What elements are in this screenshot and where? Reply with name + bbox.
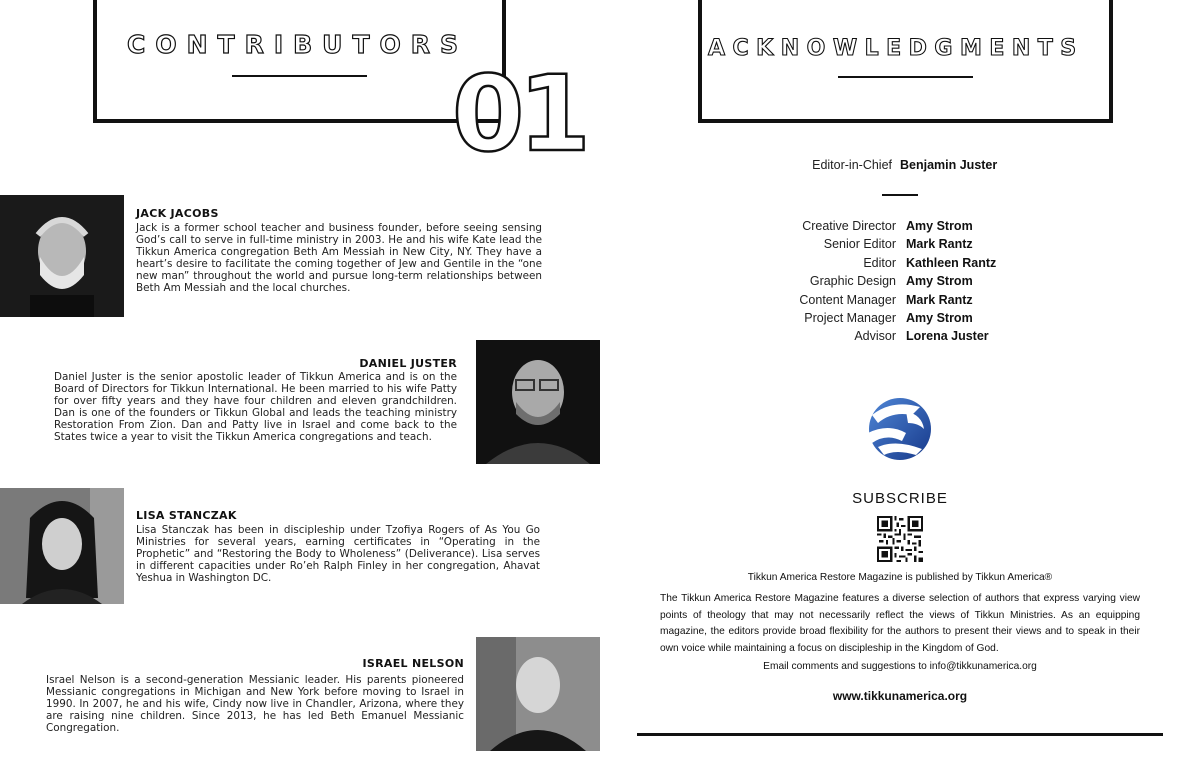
credit-name: Amy Strom [906, 274, 973, 289]
email-line: Email comments and suggestions to info@tikkunamerica.org [763, 661, 1037, 672]
contributors-heading-rule [232, 75, 367, 77]
editor-divider [882, 194, 918, 196]
contributor-photo-lisa-stanczak [0, 488, 124, 604]
contributor-name-daniel-juster: DANIEL JUSTER [359, 357, 457, 370]
contributor-name-jack-jacobs: JACK JACOBS [136, 207, 219, 220]
credit-name: Amy Strom [906, 310, 973, 325]
credit-name: Kathleen Rantz [906, 255, 997, 270]
credit-name: Mark Rantz [906, 292, 973, 307]
contributor-bio-daniel-juster: Daniel Juster is the senior apostolic leader of Tikkun America and is on the Board of Directors for Tikkun International. He been married to his wife Patty for over fifty years and they have four children and eleven grandchildren. Dan is one of the founders or Tikkun Global and leads the teaching ministry Restoration From Zion. Dan and Patty live in Israel and come back to the States twice a year to visit the Tikkun America congregations and teach. [54, 371, 457, 443]
credit-role: Project Manager [804, 310, 896, 325]
credit-row [700, 274, 1100, 292]
credit-name: Amy Strom [906, 219, 973, 233]
qr-code-icon[interactable] [877, 516, 923, 562]
acknowledgments-heading: ACKNOWLEDGMENTS [708, 36, 1084, 61]
contributor-bio-lisa-stanczak: Lisa Stanczak has been in discipleship under Tzofiya Rogers of As You Go Ministries for several years, earning certificates in “Operating in the Prophetic” and “Restoring the Body to Wholeness” (Deliverance). Lisa serves in different capacities under Ro’eh Ralph Finley in her congregation, Ahavat Yeshua in Washington DC. [136, 524, 540, 584]
credit-role: Creative Director [802, 219, 896, 233]
credit-role: Senior Editor [823, 237, 896, 252]
editor-in-chief-name: Benjamin Juster [900, 158, 998, 172]
editor-in-chief-role: Editor-in-Chief [812, 158, 892, 172]
contributor-photo-jack-jacobs [0, 195, 124, 317]
credit-role: Editor [863, 255, 896, 270]
credit-row [700, 237, 1100, 255]
credit-row [700, 256, 1100, 274]
credit-row [700, 311, 1100, 329]
page-number: 01 [452, 53, 585, 175]
contributor-photo-daniel-juster [476, 340, 600, 464]
published-by-line: Tikkun America Restore Magazine is published by Tikkun America® [747, 572, 1053, 583]
credit-row [700, 219, 1100, 237]
credits-list [700, 219, 1100, 348]
credit-row [700, 293, 1100, 311]
credit-name: Lorena Juster [906, 329, 989, 344]
credit-role: Advisor [854, 329, 896, 344]
contributor-bio-israel-nelson: Israel Nelson is a second-generation Messianic leader. His parents pioneered Messianic congregations in Michigan and New York before moving to Israel in 1990. In 2007, he and his wife, Cindy now live in Chandler, Arizona, where they are raising nine children. Since 2013, he has led Beth Emanuel Messianic Congregation. [46, 674, 464, 734]
credit-name: Mark Rantz [906, 237, 973, 252]
contributor-photo-israel-nelson [476, 637, 600, 751]
acknowledgments-heading-rule [838, 76, 973, 78]
credit-row [700, 329, 1100, 347]
contributor-name-lisa-stanczak: LISA STANCZAK [136, 509, 237, 522]
credit-role: Content Manager [799, 292, 896, 307]
contributor-bio-jack-jacobs: Jack is a former school teacher and business founder, before seeing sensing God’s call to serve in full-time ministry in 2003. He and his wife Kate lead the Tikkun America congregation Beth Am Messiah in New City, NY. They have a heart’s desire to facilitate the coming together of Jew and Gentile in the “one new man” throughout the world and pursue long-term relationships between Beth Am Messiah and the local churches. [136, 222, 542, 294]
magazine-disclaimer: The Tikkun America Restore Magazine features a diverse selection of authors that express varying view points of theology that may not necessarily reflect the views of Tikkun Ministries. As an equipping magazine, the editors provide broad flexibility for the authors to present their views and to speak in their own voice while maintaining a focus on discipleship in the Kingdom of God. [660, 593, 1140, 654]
subscribe-label: SUBSCRIBE [852, 490, 948, 507]
tikkun-globe-logo-icon [862, 393, 934, 463]
contributors-heading: CONTRIBUTORS [127, 30, 469, 59]
contributor-name-israel-nelson: ISRAEL NELSON [362, 657, 464, 670]
bottom-rule [637, 733, 1163, 736]
contributors-header-box [93, 0, 506, 123]
acknowledgments-header-box [698, 0, 1113, 123]
credit-role: Graphic Design [809, 274, 896, 289]
website-link[interactable]: www.tikkunamerica.org [832, 689, 968, 703]
